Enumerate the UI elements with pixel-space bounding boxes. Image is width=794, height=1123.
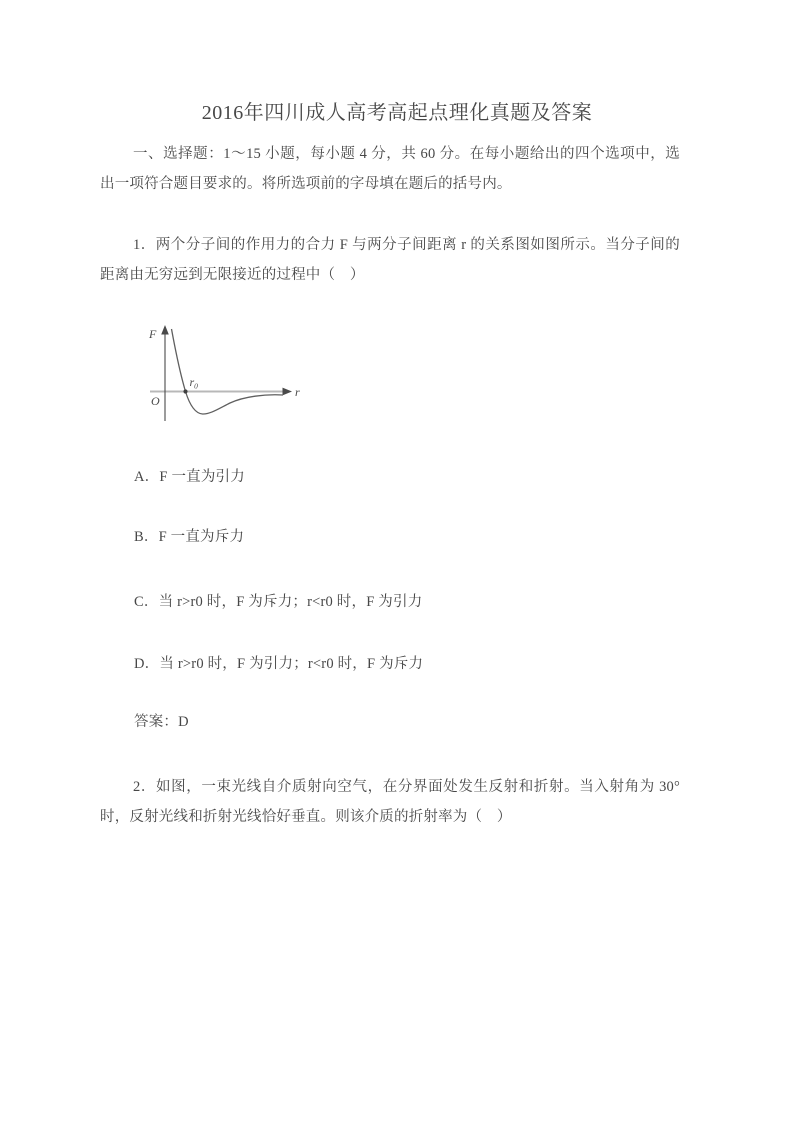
question-1-stem: 1．两个分子间的作用力的合力 F 与两分子间距离 r 的关系图如图所示。当分子间的距离由无穷远到无限接近的过程中（ ） bbox=[100, 237, 680, 283]
force-curve bbox=[172, 329, 284, 414]
zero-crossing-dot bbox=[183, 389, 187, 393]
section-intro: 一、选择题：1～15 小题，每小题 4 分，共 60 分。在每小题给出的四个选项中，选出一项符合题目要求的。将所选项前的字母填在题后的括号内。 bbox=[100, 146, 680, 192]
force-distance-graph bbox=[146, 324, 311, 424]
figure-y-axis-label: F bbox=[149, 327, 157, 341]
question-1-option-d: D．当 r>r0 时，F 为引力；r<r0 时，F 为斥力 bbox=[134, 656, 424, 672]
question-1-option-a: A．F 一直为引力 bbox=[134, 469, 245, 485]
figure-r0-label: $r_0$ bbox=[189, 375, 198, 391]
question-1-option-c: C．当 r>r0 时，F 为斥力；r<r0 时，F 为引力 bbox=[134, 594, 423, 610]
page-title: 2016年四川成人高考高起点理化真题及答案 bbox=[201, 102, 593, 124]
figure-origin-label: O bbox=[151, 394, 160, 408]
question-2-stem: 2．如图，一束光线自介质射向空气，在分界面处发生反射和折射。当入射角为 30°时，反射光线和折射光线恰好垂直。则该介质的折射率为（ ） bbox=[100, 779, 680, 825]
question-1-answer: 答案：D bbox=[134, 714, 189, 730]
y-axis-arrow-icon bbox=[161, 325, 169, 335]
figure-x-axis-label: r bbox=[295, 385, 300, 399]
question-1-option-b: B．F 一直为斥力 bbox=[134, 529, 245, 545]
x-axis-arrow-icon bbox=[283, 388, 293, 396]
question-1-figure bbox=[146, 324, 311, 424]
